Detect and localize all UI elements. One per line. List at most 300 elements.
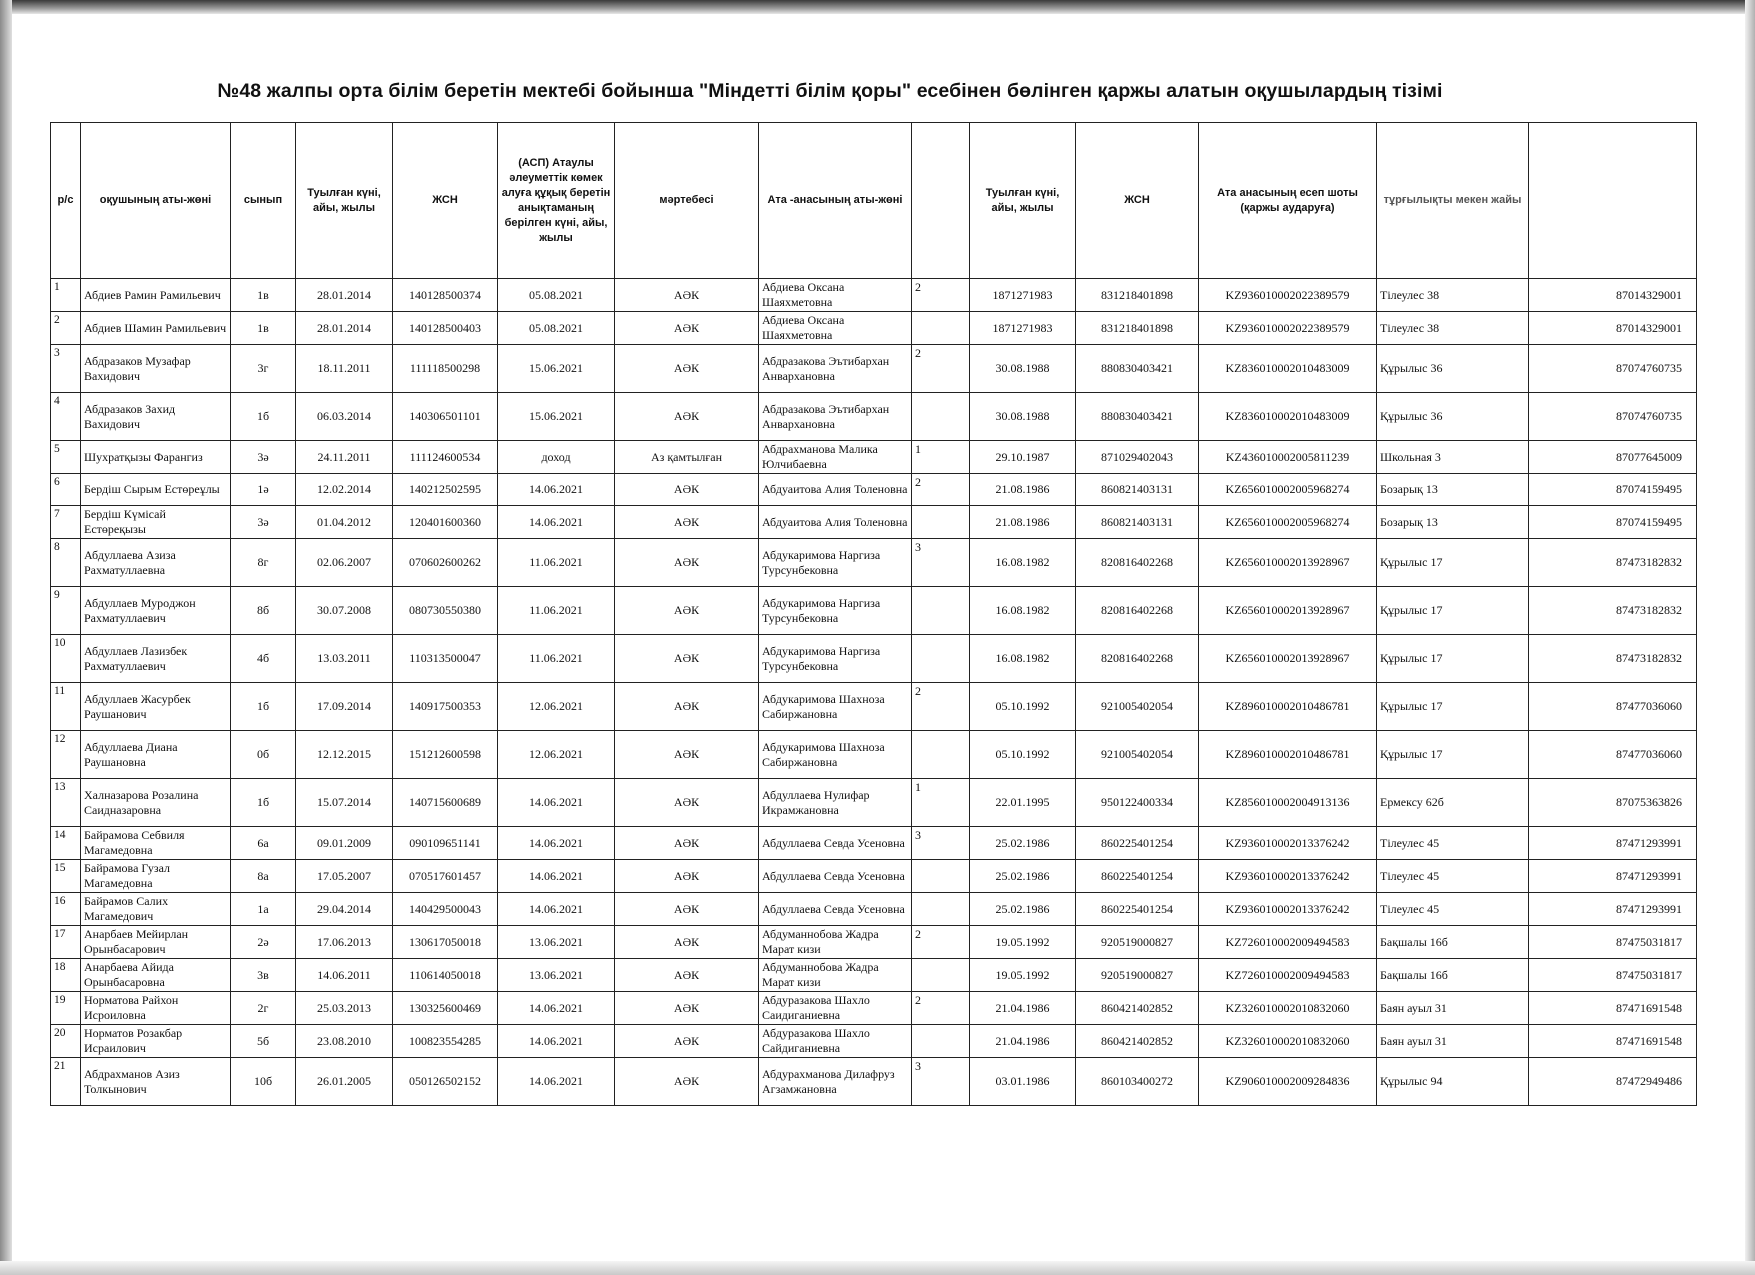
- children-count-cell: 2: [912, 992, 970, 1025]
- parent-name-cell: Абдуразакова Шахло Саидиганиевна: [759, 992, 912, 1025]
- table-row: [51, 827, 1697, 860]
- grade-cell: 1б: [231, 393, 296, 441]
- address-cell: Тілеулес 38: [1377, 312, 1529, 345]
- parent-iin-cell: 860821403131: [1076, 474, 1199, 506]
- children-count-cell: [912, 635, 970, 683]
- table-body: [51, 279, 1697, 1106]
- children-count-cell: 1: [912, 441, 970, 474]
- student-dob-cell: 17.09.2014: [296, 683, 393, 731]
- address-cell: Тілеулес 45: [1377, 860, 1529, 893]
- table-row: [51, 474, 1697, 506]
- status-cell: АӘК: [615, 860, 759, 893]
- parent-dob-cell: 29.10.1987: [970, 441, 1076, 474]
- address-cell: Тілеулес 45: [1377, 893, 1529, 926]
- phone-cell: 87471293991: [1529, 827, 1697, 860]
- status-cell: АӘК: [615, 539, 759, 587]
- phone-cell: 87471293991: [1529, 860, 1697, 893]
- parent-iin-cell: 860225401254: [1076, 860, 1199, 893]
- parent-iin-cell: 920519000827: [1076, 959, 1199, 992]
- row-number-cell: 6: [51, 474, 81, 506]
- asp-date-cell: 12.06.2021: [498, 683, 615, 731]
- address-cell: Құрылыс 36: [1377, 393, 1529, 441]
- student-iin-cell: 111124600534: [393, 441, 498, 474]
- student-dob-cell: 13.03.2011: [296, 635, 393, 683]
- parent-iin-cell: 860225401254: [1076, 827, 1199, 860]
- phone-cell: 87074159495: [1529, 474, 1697, 506]
- header-student-iin: ЖСН: [393, 123, 498, 279]
- parent-dob-cell: 05.10.1992: [970, 731, 1076, 779]
- student-dob-cell: 02.06.2007: [296, 539, 393, 587]
- phone-cell: 87475031817: [1529, 926, 1697, 959]
- parent-iin-cell: 820816402268: [1076, 635, 1199, 683]
- status-cell: АӘК: [615, 393, 759, 441]
- parent-iin-cell: 860821403131: [1076, 506, 1199, 539]
- table-row: [51, 731, 1697, 779]
- student-iin-cell: 111118500298: [393, 345, 498, 393]
- parent-account-cell: KZ936010002022389579: [1199, 312, 1377, 345]
- grade-cell: 2ә: [231, 926, 296, 959]
- parent-name-cell: Абдуаитова Алия Толеновна: [759, 506, 912, 539]
- table-row: [51, 393, 1697, 441]
- student-iin-cell: 140212502595: [393, 474, 498, 506]
- asp-date-cell: 14.06.2021: [498, 860, 615, 893]
- address-cell: Құрылыс 36: [1377, 345, 1529, 393]
- parent-dob-cell: 03.01.1986: [970, 1058, 1076, 1106]
- table-row: [51, 539, 1697, 587]
- grade-cell: 8а: [231, 860, 296, 893]
- student-name-cell: Бердіш Күмісай Естөреқызы: [81, 506, 231, 539]
- header-children-count: [912, 123, 970, 279]
- student-iin-cell: 140429500043: [393, 893, 498, 926]
- parent-dob-cell: 30.08.1988: [970, 345, 1076, 393]
- parent-dob-cell: 05.10.1992: [970, 683, 1076, 731]
- children-count-cell: 3: [912, 1058, 970, 1106]
- grade-cell: 6а: [231, 827, 296, 860]
- phone-cell: 87473182832: [1529, 587, 1697, 635]
- student-name-cell: Бердіш Сырым Естөреұлы: [81, 474, 231, 506]
- phone-cell: 87471691548: [1529, 992, 1697, 1025]
- parent-name-cell: Абдукаримова Наргиза Турсунбековна: [759, 587, 912, 635]
- student-dob-cell: 28.01.2014: [296, 312, 393, 345]
- parent-account-cell: KZ936010002013376242: [1199, 860, 1377, 893]
- children-count-cell: 2: [912, 279, 970, 312]
- parent-account-cell: KZ656010002013928967: [1199, 635, 1377, 683]
- parent-dob-cell: 25.02.1986: [970, 893, 1076, 926]
- asp-date-cell: 14.06.2021: [498, 992, 615, 1025]
- student-iin-cell: 080730550380: [393, 587, 498, 635]
- children-count-cell: 1: [912, 779, 970, 827]
- parent-dob-cell: 1871271983: [970, 279, 1076, 312]
- status-cell: АӘК: [615, 312, 759, 345]
- children-count-cell: 2: [912, 345, 970, 393]
- asp-date-cell: 12.06.2021: [498, 731, 615, 779]
- header-parent-name: Ата -анасының аты-жөні: [759, 123, 912, 279]
- student-dob-cell: 06.03.2014: [296, 393, 393, 441]
- children-count-cell: [912, 506, 970, 539]
- student-iin-cell: 090109651141: [393, 827, 498, 860]
- student-name-cell: Абдрахманов Азиз Толкынович: [81, 1058, 231, 1106]
- student-name-cell: Шухратқызы Фарангиз: [81, 441, 231, 474]
- parent-iin-cell: 880830403421: [1076, 393, 1199, 441]
- asp-date-cell: 05.08.2021: [498, 312, 615, 345]
- status-cell: АӘК: [615, 1058, 759, 1106]
- parent-name-cell: Абдиева Оксана Шаяхметовна: [759, 312, 912, 345]
- grade-cell: 3г: [231, 345, 296, 393]
- parent-dob-cell: 19.05.1992: [970, 959, 1076, 992]
- student-name-cell: Норматова Райхон Исроиловна: [81, 992, 231, 1025]
- table-row: [51, 779, 1697, 827]
- parent-name-cell: Абдукаримова Наргиза Турсунбековна: [759, 635, 912, 683]
- table-header-row: [51, 123, 1697, 279]
- address-cell: Құрылыс 17: [1377, 731, 1529, 779]
- student-name-cell: Абдуллаев Лазизбек Рахматуллаевич: [81, 635, 231, 683]
- address-cell: Құрылыс 94: [1377, 1058, 1529, 1106]
- asp-date-cell: 14.06.2021: [498, 506, 615, 539]
- parent-dob-cell: 21.04.1986: [970, 1025, 1076, 1058]
- phone-cell: 87014329001: [1529, 279, 1697, 312]
- phone-cell: 87477036060: [1529, 683, 1697, 731]
- parent-name-cell: Абдуаитова Алия Толеновна: [759, 474, 912, 506]
- header-number: р/с: [51, 123, 81, 279]
- row-number-cell: 16: [51, 893, 81, 926]
- header-student-name: оқушының аты-жөні: [81, 123, 231, 279]
- parent-iin-cell: 820816402268: [1076, 587, 1199, 635]
- grade-cell: 5б: [231, 1025, 296, 1058]
- children-count-cell: 2: [912, 926, 970, 959]
- status-cell: АӘК: [615, 587, 759, 635]
- student-name-cell: Абдиев Рамин Рамильевич: [81, 279, 231, 312]
- phone-cell: 87473182832: [1529, 635, 1697, 683]
- parent-name-cell: Абдиева Оксана Шаяхметовна: [759, 279, 912, 312]
- parent-iin-cell: 920519000827: [1076, 926, 1199, 959]
- parent-dob-cell: 21.08.1986: [970, 506, 1076, 539]
- header-asp-date: (АСП) Атаулы әлеуметтік көмек алуға құқық беретін анықтаманың берілген күні, айы, жылы: [498, 123, 615, 279]
- table-row: [51, 635, 1697, 683]
- asp-date-cell: 14.06.2021: [498, 474, 615, 506]
- student-name-cell: Абдуллаев Мурoджон Рахматуллаевич: [81, 587, 231, 635]
- parent-name-cell: Абдразакова Эътибархан Анвархановна: [759, 393, 912, 441]
- parent-iin-cell: 860225401254: [1076, 893, 1199, 926]
- phone-cell: 87475031817: [1529, 959, 1697, 992]
- parent-account-cell: KZ896010002010486781: [1199, 683, 1377, 731]
- student-name-cell: Норматов Розакбар Исраилович: [81, 1025, 231, 1058]
- parent-iin-cell: 831218401898: [1076, 279, 1199, 312]
- address-cell: Бақшалы 16б: [1377, 926, 1529, 959]
- asp-date-cell: 15.06.2021: [498, 345, 615, 393]
- grade-cell: 8г: [231, 539, 296, 587]
- student-dob-cell: 01.04.2012: [296, 506, 393, 539]
- parent-account-cell: KZ896010002010486781: [1199, 731, 1377, 779]
- row-number-cell: 20: [51, 1025, 81, 1058]
- parent-dob-cell: 16.08.1982: [970, 539, 1076, 587]
- student-name-cell: Абдиев Шамин Рамильевич: [81, 312, 231, 345]
- phone-cell: 87074159495: [1529, 506, 1697, 539]
- parent-account-cell: KZ656010002013928967: [1199, 539, 1377, 587]
- parent-name-cell: Абдурахманова Дилафруз Агзамжановна: [759, 1058, 912, 1106]
- student-iin-cell: 070602600262: [393, 539, 498, 587]
- asp-date-cell: 11.06.2021: [498, 635, 615, 683]
- address-cell: Бақшалы 16б: [1377, 959, 1529, 992]
- row-number-cell: 17: [51, 926, 81, 959]
- address-cell: Тілеулес 45: [1377, 827, 1529, 860]
- grade-cell: 10б: [231, 1058, 296, 1106]
- header-parent-dob: Туылған күні, айы, жылы: [970, 123, 1076, 279]
- row-number-cell: 9: [51, 587, 81, 635]
- parent-iin-cell: 921005402054: [1076, 731, 1199, 779]
- row-number-cell: 10: [51, 635, 81, 683]
- parent-account-cell: KZ326010002010832060: [1199, 992, 1377, 1025]
- student-dob-cell: 12.02.2014: [296, 474, 393, 506]
- header-phone: [1529, 123, 1697, 279]
- student-iin-cell: 120401600360: [393, 506, 498, 539]
- parent-name-cell: Абдразакова Эътибархан Анвархановна: [759, 345, 912, 393]
- parent-iin-cell: 871029402043: [1076, 441, 1199, 474]
- student-iin-cell: 050126502152: [393, 1058, 498, 1106]
- status-cell: АӘК: [615, 959, 759, 992]
- grade-cell: 8б: [231, 587, 296, 635]
- student-dob-cell: 29.04.2014: [296, 893, 393, 926]
- row-number-cell: 19: [51, 992, 81, 1025]
- student-iin-cell: 140306501101: [393, 393, 498, 441]
- status-cell: АӘК: [615, 992, 759, 1025]
- parent-dob-cell: 21.08.1986: [970, 474, 1076, 506]
- student-iin-cell: 151212600598: [393, 731, 498, 779]
- status-cell: АӘК: [615, 635, 759, 683]
- row-number-cell: 13: [51, 779, 81, 827]
- parent-name-cell: Абдукаримова Наргиза Турсунбековна: [759, 539, 912, 587]
- address-cell: Баян ауыл 31: [1377, 1025, 1529, 1058]
- asp-date-cell: 05.08.2021: [498, 279, 615, 312]
- parent-dob-cell: 16.08.1982: [970, 587, 1076, 635]
- status-cell: АӘК: [615, 474, 759, 506]
- parent-dob-cell: 25.02.1986: [970, 860, 1076, 893]
- row-number-cell: 1: [51, 279, 81, 312]
- asp-date-cell: 11.06.2021: [498, 539, 615, 587]
- student-dob-cell: 12.12.2015: [296, 731, 393, 779]
- address-cell: Құрылыс 17: [1377, 587, 1529, 635]
- phone-cell: 87471293991: [1529, 893, 1697, 926]
- student-dob-cell: 25.03.2013: [296, 992, 393, 1025]
- table-row: [51, 587, 1697, 635]
- row-number-cell: 18: [51, 959, 81, 992]
- parent-name-cell: Абдуллаева Нулифар Икрамжановна: [759, 779, 912, 827]
- children-count-cell: [912, 312, 970, 345]
- header-address: тұрғылықты мекен жайы: [1377, 123, 1529, 279]
- asp-date-cell: 14.06.2021: [498, 1058, 615, 1106]
- row-number-cell: 14: [51, 827, 81, 860]
- parent-iin-cell: 860103400272: [1076, 1058, 1199, 1106]
- table-row: [51, 345, 1697, 393]
- status-cell: АӘК: [615, 779, 759, 827]
- address-cell: Школьная 3: [1377, 441, 1529, 474]
- parent-account-cell: KZ936010002013376242: [1199, 827, 1377, 860]
- phone-cell: 87477036060: [1529, 731, 1697, 779]
- table-row: [51, 860, 1697, 893]
- parent-account-cell: KZ936010002022389579: [1199, 279, 1377, 312]
- parent-iin-cell: 880830403421: [1076, 345, 1199, 393]
- asp-date-cell: 14.06.2021: [498, 827, 615, 860]
- parent-iin-cell: 820816402268: [1076, 539, 1199, 587]
- status-cell: АӘК: [615, 345, 759, 393]
- student-dob-cell: 28.01.2014: [296, 279, 393, 312]
- asp-date-cell: 15.06.2021: [498, 393, 615, 441]
- grade-cell: 1в: [231, 279, 296, 312]
- address-cell: Бозарық 13: [1377, 474, 1529, 506]
- phone-cell: 87471691548: [1529, 1025, 1697, 1058]
- student-iin-cell: 070517601457: [393, 860, 498, 893]
- parent-name-cell: Абдуллаева Севда Усеновна: [759, 827, 912, 860]
- student-name-cell: Абдразаков Музафар Вахидович: [81, 345, 231, 393]
- phone-cell: 87075363826: [1529, 779, 1697, 827]
- student-name-cell: Абдразаков Захид Вахидович: [81, 393, 231, 441]
- address-cell: Бозарық 13: [1377, 506, 1529, 539]
- status-cell: АӘК: [615, 893, 759, 926]
- students-table: [50, 122, 1697, 1106]
- status-cell: АӘК: [615, 683, 759, 731]
- student-name-cell: Абдуллаев Жасурбек Раушанович: [81, 683, 231, 731]
- children-count-cell: 2: [912, 474, 970, 506]
- parent-iin-cell: 860421402852: [1076, 1025, 1199, 1058]
- student-iin-cell: 110313500047: [393, 635, 498, 683]
- student-iin-cell: 110614050018: [393, 959, 498, 992]
- student-iin-cell: 140128500374: [393, 279, 498, 312]
- scan-edge-left: [0, 0, 12, 1275]
- status-cell: АӘК: [615, 731, 759, 779]
- children-count-cell: [912, 587, 970, 635]
- table-row: [51, 506, 1697, 539]
- children-count-cell: 2: [912, 683, 970, 731]
- row-number-cell: 2: [51, 312, 81, 345]
- row-number-cell: 15: [51, 860, 81, 893]
- parent-name-cell: Абдукаримова Шахноза Сабиржановна: [759, 731, 912, 779]
- parent-account-cell: KZ656010002013928967: [1199, 587, 1377, 635]
- student-name-cell: Абдуллаева Азиза Рахматуллаевна: [81, 539, 231, 587]
- phone-cell: 87014329001: [1529, 312, 1697, 345]
- asp-date-cell: 13.06.2021: [498, 959, 615, 992]
- status-cell: АӘК: [615, 827, 759, 860]
- parent-account-cell: KZ836010002010483009: [1199, 345, 1377, 393]
- parent-account-cell: KZ656010002005968274: [1199, 474, 1377, 506]
- parent-iin-cell: 921005402054: [1076, 683, 1199, 731]
- children-count-cell: [912, 959, 970, 992]
- row-number-cell: 11: [51, 683, 81, 731]
- student-name-cell: Байрамова Гузал Магамедовна: [81, 860, 231, 893]
- children-count-cell: [912, 393, 970, 441]
- parent-dob-cell: 19.05.1992: [970, 926, 1076, 959]
- parent-iin-cell: 831218401898: [1076, 312, 1199, 345]
- student-dob-cell: 30.07.2008: [296, 587, 393, 635]
- row-number-cell: 8: [51, 539, 81, 587]
- parent-dob-cell: 21.04.1986: [970, 992, 1076, 1025]
- address-cell: Баян ауыл 31: [1377, 992, 1529, 1025]
- grade-cell: 4б: [231, 635, 296, 683]
- student-dob-cell: 26.01.2005: [296, 1058, 393, 1106]
- grade-cell: 3ә: [231, 506, 296, 539]
- children-count-cell: [912, 860, 970, 893]
- grade-cell: 1б: [231, 779, 296, 827]
- grade-cell: 2г: [231, 992, 296, 1025]
- children-count-cell: [912, 893, 970, 926]
- parent-name-cell: Абдуманнобова Жадра Марат кизи: [759, 926, 912, 959]
- student-iin-cell: 140917500353: [393, 683, 498, 731]
- phone-cell: 87472949486: [1529, 1058, 1697, 1106]
- table-row: [51, 1058, 1697, 1106]
- scan-edge-right: [1745, 0, 1755, 1275]
- student-dob-cell: 09.01.2009: [296, 827, 393, 860]
- parent-dob-cell: 1871271983: [970, 312, 1076, 345]
- parent-account-cell: KZ836010002010483009: [1199, 393, 1377, 441]
- status-cell: АӘК: [615, 506, 759, 539]
- children-count-cell: 3: [912, 827, 970, 860]
- asp-date-cell: 11.06.2021: [498, 587, 615, 635]
- parent-account-cell: KZ326010002010832060: [1199, 1025, 1377, 1058]
- parent-name-cell: Абдрахманова Малика Юлчибаевна: [759, 441, 912, 474]
- row-number-cell: 12: [51, 731, 81, 779]
- student-name-cell: Абдуллаева Диана Раушановна: [81, 731, 231, 779]
- table-row: [51, 683, 1697, 731]
- parent-dob-cell: 25.02.1986: [970, 827, 1076, 860]
- row-number-cell: 5: [51, 441, 81, 474]
- student-name-cell: Анарбаев Мейирлан Орынбасарович: [81, 926, 231, 959]
- table-row: [51, 992, 1697, 1025]
- grade-cell: 1ә: [231, 474, 296, 506]
- parent-account-cell: KZ436010002005811239: [1199, 441, 1377, 474]
- parent-name-cell: Абдуразакова Шахло Сайдиганиевна: [759, 1025, 912, 1058]
- student-name-cell: Анарбаева Айида Орынбасаровна: [81, 959, 231, 992]
- row-number-cell: 3: [51, 345, 81, 393]
- row-number-cell: 4: [51, 393, 81, 441]
- asp-date-cell: 14.06.2021: [498, 893, 615, 926]
- student-dob-cell: 15.07.2014: [296, 779, 393, 827]
- student-iin-cell: 140128500403: [393, 312, 498, 345]
- scan-edge-top: [0, 0, 1755, 14]
- status-cell: АӘК: [615, 279, 759, 312]
- parent-name-cell: Абдуманнобова Жадра Марат кизи: [759, 959, 912, 992]
- address-cell: Ермексу 62б: [1377, 779, 1529, 827]
- parent-dob-cell: 30.08.1988: [970, 393, 1076, 441]
- table-row: [51, 441, 1697, 474]
- phone-cell: 87077645009: [1529, 441, 1697, 474]
- parent-name-cell: Абдуллаева Севда Усеновна: [759, 893, 912, 926]
- grade-cell: 0б: [231, 731, 296, 779]
- student-iin-cell: 100823554285: [393, 1025, 498, 1058]
- student-name-cell: Халназарова Розалина Саидназаровна: [81, 779, 231, 827]
- table-row: [51, 959, 1697, 992]
- student-dob-cell: 14.06.2011: [296, 959, 393, 992]
- address-cell: Құрылыс 17: [1377, 539, 1529, 587]
- parent-account-cell: KZ726010002009494583: [1199, 959, 1377, 992]
- row-number-cell: 21: [51, 1058, 81, 1106]
- asp-date-cell: 14.06.2021: [498, 779, 615, 827]
- grade-cell: 3ә: [231, 441, 296, 474]
- phone-cell: 87074760735: [1529, 393, 1697, 441]
- student-dob-cell: 23.08.2010: [296, 1025, 393, 1058]
- table-row: [51, 1025, 1697, 1058]
- parent-name-cell: Абдуллаева Севда Усеновна: [759, 860, 912, 893]
- grade-cell: 1в: [231, 312, 296, 345]
- header-status: мәртебесі: [615, 123, 759, 279]
- grade-cell: 1а: [231, 893, 296, 926]
- student-iin-cell: 130325600469: [393, 992, 498, 1025]
- address-cell: Құрылыс 17: [1377, 683, 1529, 731]
- phone-cell: 87473182832: [1529, 539, 1697, 587]
- status-cell: АӘК: [615, 1025, 759, 1058]
- status-cell: Аз қамтылған: [615, 441, 759, 474]
- parent-account-cell: KZ936010002013376242: [1199, 893, 1377, 926]
- student-iin-cell: 130617050018: [393, 926, 498, 959]
- table-row: [51, 312, 1697, 345]
- asp-date-cell: доход: [498, 441, 615, 474]
